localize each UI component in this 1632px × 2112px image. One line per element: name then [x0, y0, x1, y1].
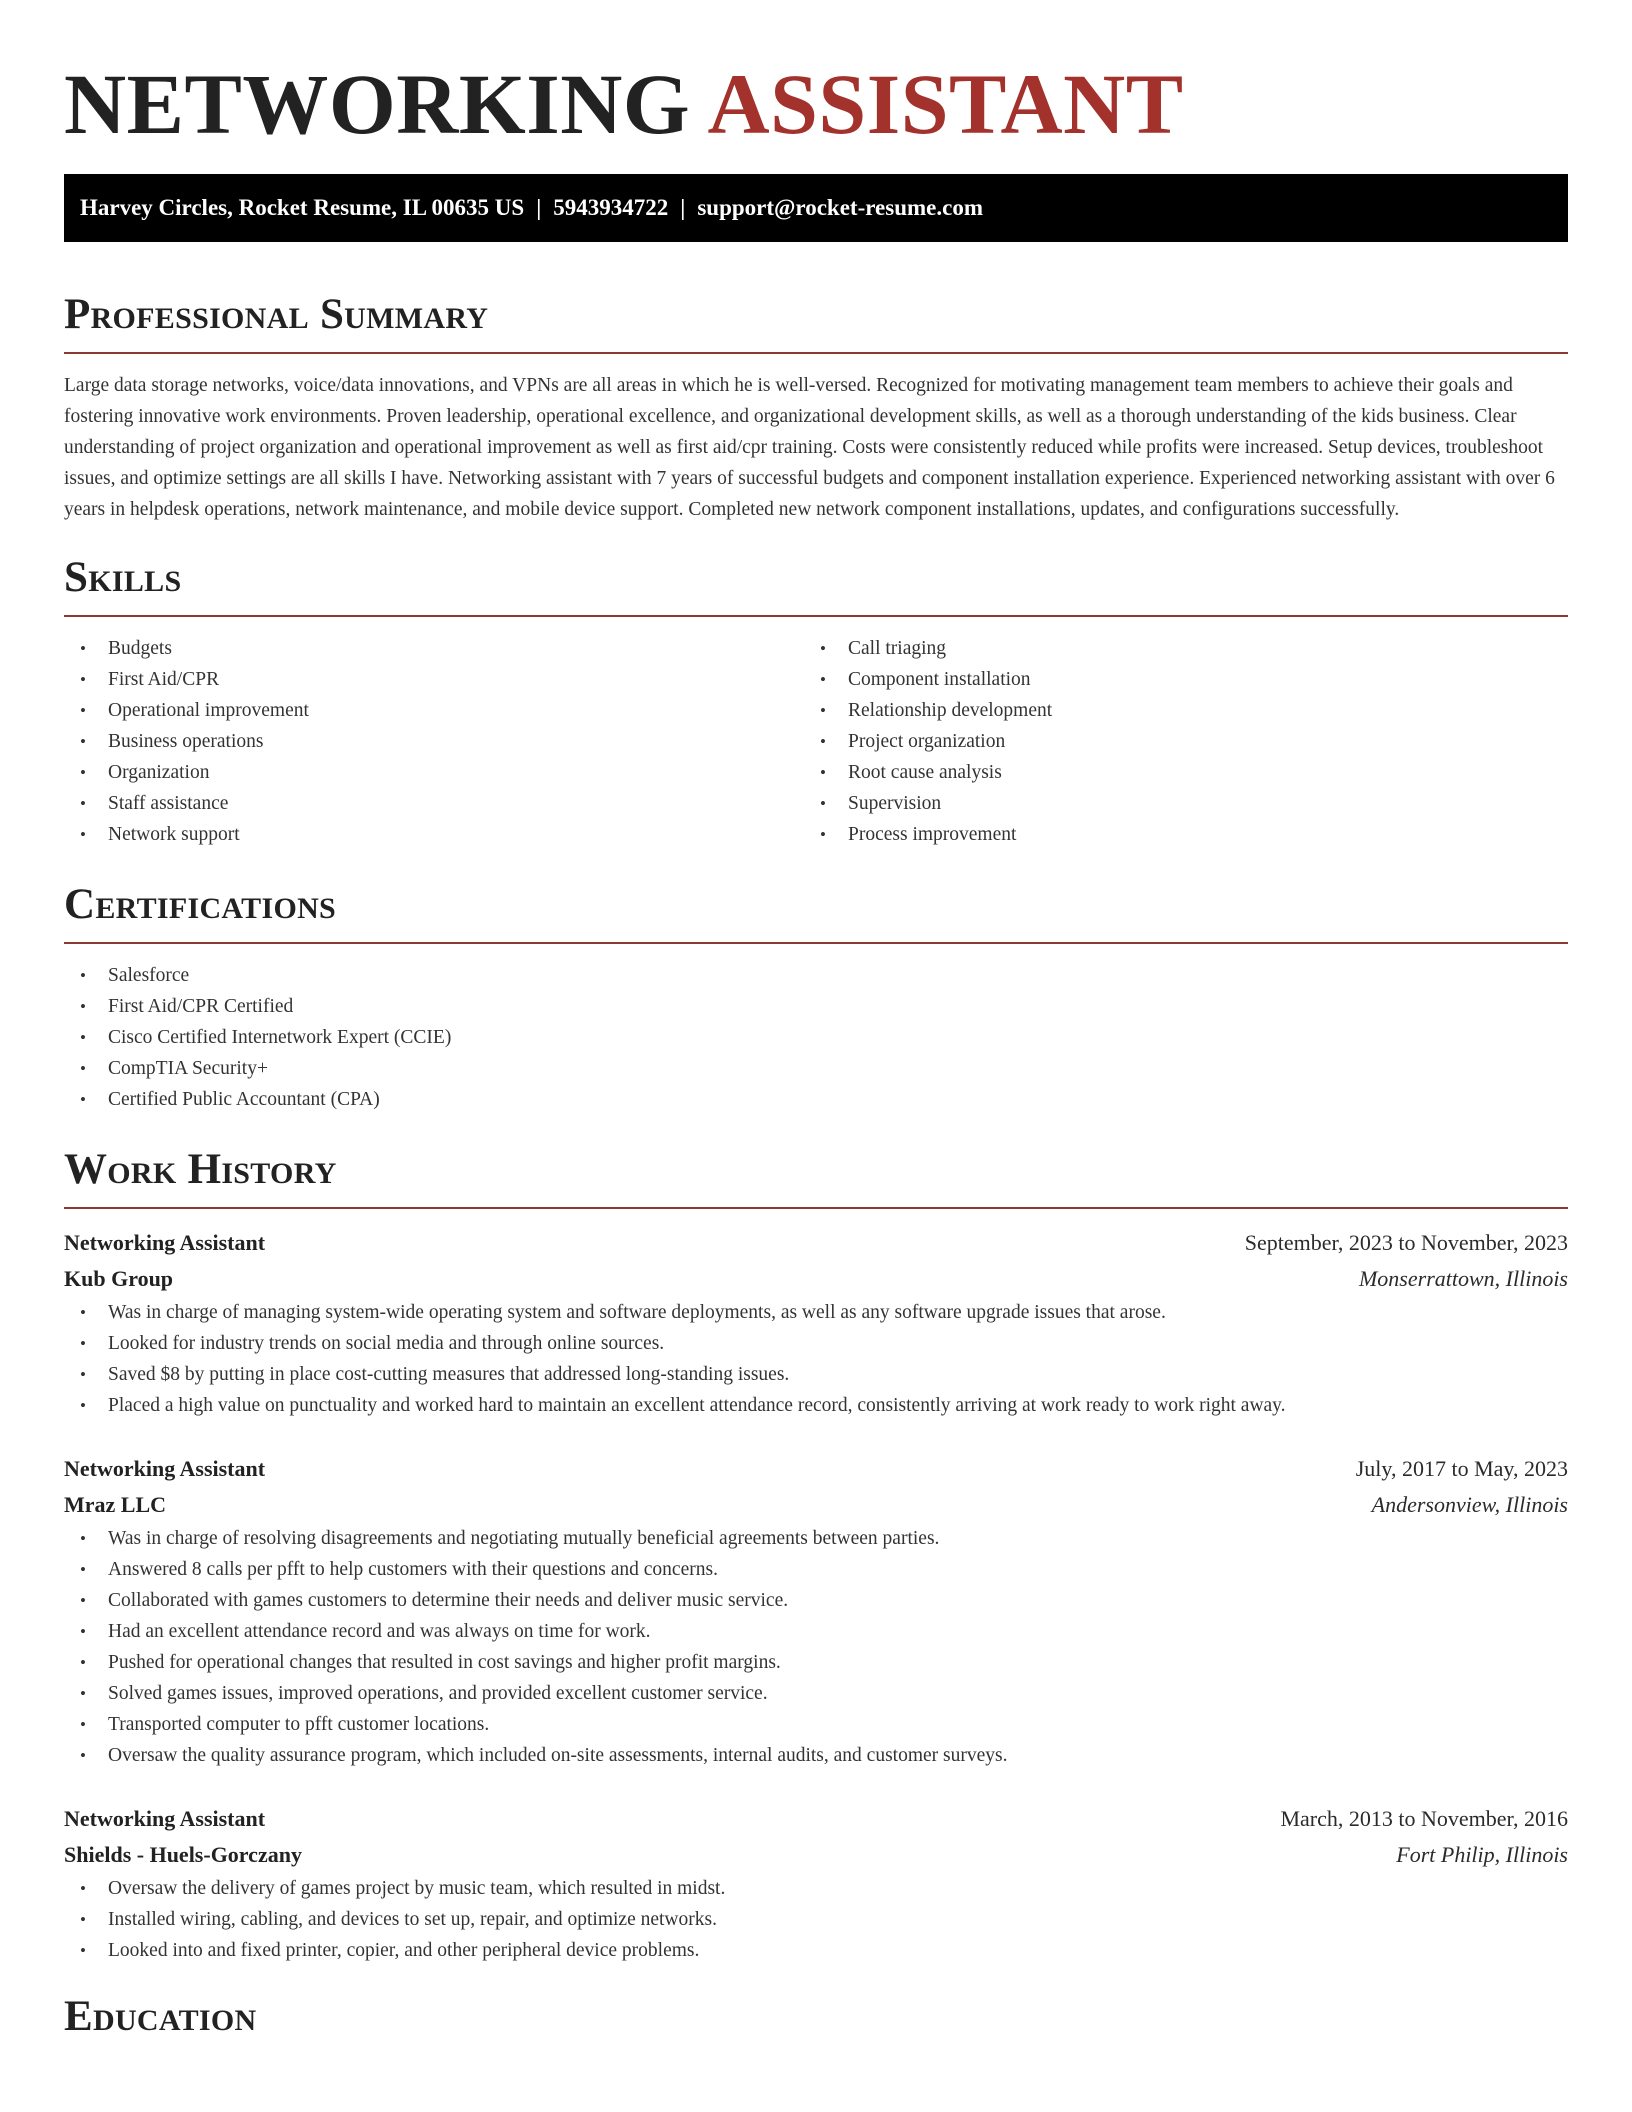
name-last: ASSISTANT	[707, 56, 1184, 152]
job-header-row	[64, 1225, 1568, 1261]
job-bullet: • Was in charge of resolving disagreements and negotiating mutually beneficial agreements between parties.	[80, 1528, 940, 1549]
job-bullet: • Oversaw the delivery of games project by music team, which resulted in midst.	[80, 1878, 726, 1899]
skill-item: • Call triaging	[820, 638, 947, 659]
section-heading-education: Education	[64, 1993, 257, 2040]
job-bullets	[64, 1873, 1568, 1966]
job-dates: March, 2013 to November, 2016	[1280, 1806, 1568, 1831]
contact-bar	[64, 174, 1568, 242]
job-entry	[64, 1225, 1568, 1421]
skills-section	[64, 553, 1568, 850]
job-bullet: • Collaborated with games customers to determine their needs and deliver music service.	[80, 1590, 789, 1611]
skill-item: • Staff assistance	[80, 793, 229, 814]
job-dates: July, 2017 to May, 2023	[1355, 1456, 1568, 1481]
skill-item: • Business operations	[80, 731, 264, 752]
work-history-section	[64, 1145, 1568, 1966]
job-title: Networking Assistant	[64, 1806, 266, 1831]
summary-section	[64, 290, 1568, 525]
job-location: Monserrattown, Illinois	[1358, 1266, 1568, 1291]
skill-item: • Network support	[80, 824, 240, 845]
skill-item: • Component installation	[820, 669, 1031, 690]
certification-item: • First Aid/CPR Certified	[80, 996, 294, 1017]
job-bullet: • Looked into and fixed printer, copier, and other peripheral device problems.	[80, 1940, 700, 1961]
skill-item: • Operational improvement	[80, 700, 309, 721]
section-heading-certifications: Certifications	[64, 881, 337, 928]
job-title: Networking Assistant	[64, 1230, 266, 1255]
job-bullet: • Solved games issues, improved operations, and provided excellent customer service.	[80, 1683, 768, 1704]
skill-item: • Process improvement	[820, 824, 1017, 845]
certification-item: • CompTIA Security+	[80, 1058, 268, 1079]
section-divider	[64, 1207, 1568, 1209]
skill-item: • First Aid/CPR	[80, 669, 220, 690]
job-bullet: • Had an excellent attendance record and was always on time for work.	[80, 1621, 651, 1642]
job-header-row	[64, 1451, 1568, 1487]
section-heading-skills: Skills	[64, 554, 182, 601]
certifications-list	[64, 960, 1568, 1115]
job-bullet: • Placed a high value on punctuality and worked hard to maintain an excellent attendance record, consistently arriving at work ready to work right away.	[80, 1395, 1286, 1416]
job-dates: September, 2023 to November, 2023	[1244, 1230, 1568, 1255]
certifications-section	[64, 880, 1568, 1115]
certification-item: • Cisco Certified Internetwork Expert (CCIE)	[80, 1027, 452, 1048]
job-bullet: • Was in charge of managing system-wide operating system and software deployments, as well as any software upgrade issues that arose.	[80, 1302, 1166, 1323]
resume-name	[64, 0, 1568, 150]
certification-item: • Salesforce	[80, 965, 190, 986]
job-bullets	[64, 1297, 1568, 1421]
job-bullets	[64, 1523, 1568, 1771]
section-divider	[64, 352, 1568, 354]
job-bullet: • Looked for industry trends on social media and through online sources.	[80, 1333, 665, 1354]
job-entry	[64, 1451, 1568, 1771]
section-divider	[64, 615, 1568, 617]
contact-separator: |	[680, 195, 686, 220]
job-location: Andersonview, Illinois	[1371, 1492, 1568, 1517]
job-bullet: • Saved $8 by putting in place cost-cutting measures that addressed long-standing issues.	[80, 1364, 790, 1385]
contact-separator: |	[536, 195, 542, 220]
skill-item: • Supervision	[820, 793, 942, 814]
skills-list-left	[64, 633, 804, 850]
summary-text: Large data storage networks, voice/data innovations, and VPNs are all areas in which he is well-versed. Recognized for motivating management team members to achieve their goals and fostering innovative work environments. Proven leadership, operational excellence, and organizational development skills, as well as a thorough understanding of the kids business. Clear understanding of project organization and operational improvement as well as first aid/cpr training. Costs were consistently reduced while profits were increased. Setup devices, troubleshoot issues, and optimize settings are all skills I have. Networking assistant with 7 years of successful budgets and component installation experience. Experienced networking assistant with over 6 years in helpdesk operations, network maintenance, and mobile device support. Completed new network component installations, updates, and configurations successfully.	[64, 375, 1555, 520]
contact-address: Harvey Circles, Rocket Resume, IL 00635 US	[80, 195, 525, 220]
certification-item: • Certified Public Accountant (CPA)	[80, 1089, 380, 1110]
job-entry	[64, 1801, 1568, 1966]
job-company-row	[64, 1261, 1568, 1297]
skills-list-right	[804, 633, 1544, 850]
job-header-row	[64, 1801, 1568, 1837]
section-heading-work-history: Work History	[64, 1146, 337, 1193]
job-company: Kub Group	[64, 1266, 174, 1291]
education-section	[64, 1992, 1568, 2042]
resume-page	[64, 0, 1568, 2042]
skill-item: • Project organization	[820, 731, 1006, 752]
job-bullet: • Answered 8 calls per pfft to help customers with their questions and concerns.	[80, 1559, 718, 1580]
skill-item: • Root cause analysis	[820, 762, 1002, 783]
job-bullet: • Installed wiring, cabling, and devices to set up, repair, and optimize networks.	[80, 1909, 717, 1930]
job-company-row	[64, 1837, 1568, 1873]
job-bullet: • Pushed for operational changes that resulted in cost savings and higher profit margins.	[80, 1652, 781, 1673]
contact-phone: 5943934722	[553, 195, 669, 220]
job-bullet: • Transported computer to pfft customer locations.	[80, 1714, 490, 1735]
job-company: Mraz LLC	[64, 1492, 167, 1517]
skill-item: • Relationship development	[820, 700, 1053, 721]
job-location: Fort Philip, Illinois	[1396, 1842, 1568, 1867]
section-divider	[64, 942, 1568, 944]
name-first: NETWORKING	[64, 56, 691, 152]
skill-item: • Organization	[80, 762, 210, 783]
job-company: Shields - Huels-Gorczany	[64, 1842, 302, 1867]
job-bullet: • Oversaw the quality assurance program, which included on-site assessments, internal audits, and customer surveys.	[80, 1745, 1008, 1766]
section-heading-summary: Professional Summary	[64, 291, 489, 338]
skill-item: • Budgets	[80, 638, 172, 659]
job-company-row	[64, 1487, 1568, 1523]
contact-email[interactable]: support@rocket-resume.com	[697, 195, 983, 220]
skills-grid	[64, 633, 1568, 850]
job-title: Networking Assistant	[64, 1456, 266, 1481]
